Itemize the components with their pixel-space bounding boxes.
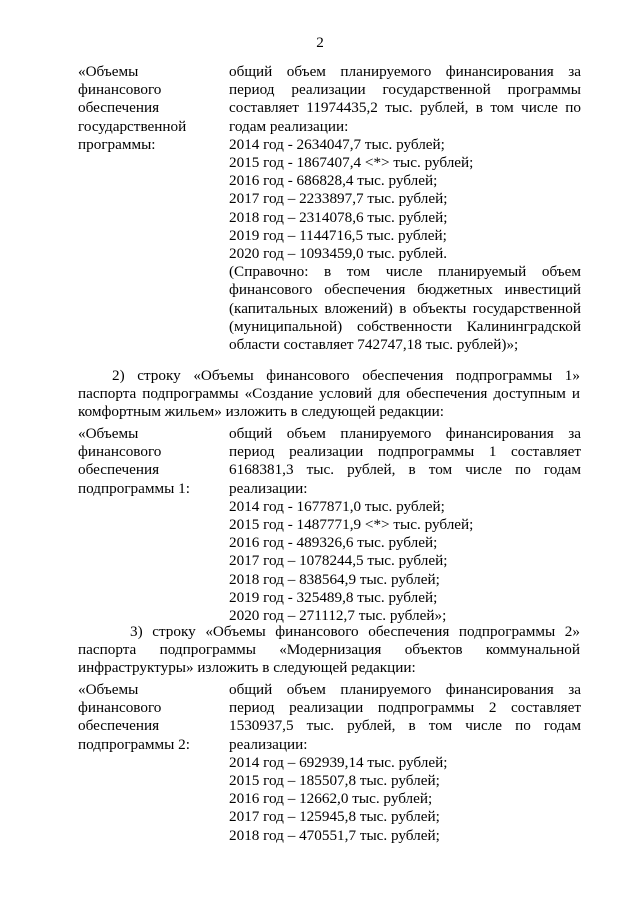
section-label (78, 63, 229, 354)
section-label (78, 681, 229, 845)
year-amount-line: 2014 год – 692939,14 тыс. рублей; (229, 753, 448, 771)
paragraph-line: паспорта подпрограммы «Модернизация объектов коммунальной (78, 641, 580, 659)
year-amount-line: 2014 год - 1677871,0 тыс. рублей; (229, 497, 445, 515)
year-amount-line: 2020 год – 1093459,0 тыс. рублей. (229, 245, 447, 263)
year-amount-line: 2015 год – 185507,8 тыс. рублей; (229, 772, 440, 790)
value-line: 6168381,3 тыс. рублей, в том числе по годам (229, 461, 581, 479)
label-line: подпрограммы 1: (78, 479, 190, 497)
value-line: общий объем планируемого финансирования за (229, 425, 581, 442)
value-line: общий объем планируемого финансирования за (229, 63, 581, 80)
section-value (229, 681, 581, 845)
amendment-paragraph-3 (78, 623, 580, 678)
year-amount-line: 2017 год – 2233897,7 тыс. рублей; (229, 190, 448, 208)
year-amount-line: 2016 год - 489326,6 тыс. рублей; (229, 534, 438, 552)
value-line: реализации: (229, 735, 308, 753)
year-amount-line: 2019 год – 1144716,5 тыс. рублей; (229, 226, 447, 244)
year-amount-line: 2020 год – 271112,7 тыс. рублей»; (229, 607, 447, 625)
year-amount-line: 2015 год - 1867407,4 <*> тыс. рублей; (229, 154, 474, 172)
value-line: период реализации подпрограммы 2 составляет (229, 699, 581, 717)
paragraph-line: комфортным жильем» изложить в следующей редакции: (78, 403, 444, 421)
value-line: годам реализации: (229, 117, 349, 135)
year-amount-line: 2017 год – 125945,8 тыс. рублей; (229, 808, 440, 826)
year-amount-line: 2019 год - 325489,8 тыс. рублей; (229, 588, 438, 606)
paragraph-line: паспорта подпрограммы «Создание условий для обеспечения доступным и (78, 385, 580, 403)
note-line: (муниципальной) собственности Калининградской (229, 317, 581, 335)
label-line: обеспечения (78, 717, 160, 735)
section-label (78, 425, 229, 625)
note-line: (капитальных вложений) в объекты государственной (229, 299, 581, 317)
note-line: области составляет 742747,18 тыс. рублей)»; (229, 336, 519, 354)
year-amount-line: 2015 год - 1487771,9 <*> тыс. рублей; (229, 516, 474, 534)
label-line: «Объемы (78, 681, 139, 698)
note-line: финансового обеспечения бюджетных инвестиций (229, 281, 581, 299)
label-line: финансового (78, 699, 162, 717)
value-line: реализации: (229, 479, 308, 497)
year-amount-line: 2018 год – 470551,7 тыс. рублей; (229, 826, 440, 844)
note-line: (Справочно: в том числе планируемый объем (229, 263, 581, 281)
value-line: 1530937,5 тыс. рублей, в том числе по годам (229, 717, 581, 735)
label-line: государственной (78, 117, 187, 135)
value-line: период реализации государственной программы (229, 81, 581, 99)
year-amount-line: 2014 год - 2634047,7 тыс. рублей; (229, 135, 445, 153)
year-amount-line: 2018 год – 2314078,6 тыс. рублей; (229, 208, 448, 226)
amendment-paragraph-2 (78, 367, 580, 422)
value-line: составляет 11974435,2 тыс. рублей, в том числе по (229, 99, 581, 117)
section-program-funding (78, 63, 583, 354)
paragraph-line: инфраструктуры» изложить в следующей редакции: (78, 659, 416, 677)
label-line: «Объемы (78, 425, 139, 442)
label-line: подпрограммы 2: (78, 735, 190, 753)
year-amount-line: 2016 год – 12662,0 тыс. рублей; (229, 790, 433, 808)
year-amount-line: 2017 год – 1078244,5 тыс. рублей; (229, 552, 448, 570)
label-line: программы: (78, 135, 156, 153)
paragraph-line: 2) строку «Объемы финансового обеспечения подпрограммы 1» (112, 367, 580, 384)
label-line: обеспечения (78, 461, 160, 479)
label-line: «Объемы (78, 63, 139, 80)
paragraph-line: 3) строку «Объемы финансового обеспечения подпрограммы 2» (130, 623, 580, 640)
value-line: общий объем планируемого финансирования за (229, 681, 581, 698)
value-line: период реализации подпрограммы 1 составляет (229, 443, 581, 461)
label-line: финансового (78, 443, 162, 461)
section-subprogram-1-funding (78, 425, 583, 625)
label-line: обеспечения (78, 99, 160, 117)
section-value (229, 425, 581, 625)
year-amount-line: 2016 год - 686828,4 тыс. рублей; (229, 172, 438, 190)
page-number: 2 (316, 34, 324, 51)
label-line: финансового (78, 81, 162, 99)
year-amount-line: 2018 год – 838564,9 тыс. рублей; (229, 570, 440, 588)
section-subprogram-2-funding (78, 681, 583, 845)
section-value (229, 63, 581, 354)
